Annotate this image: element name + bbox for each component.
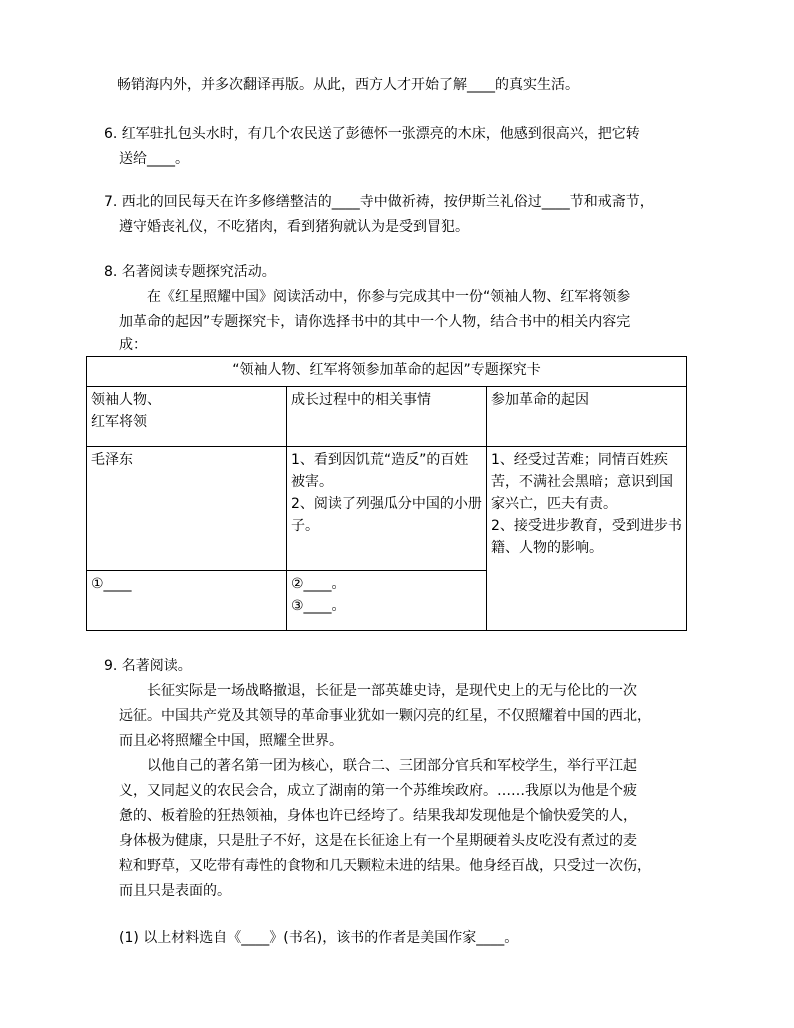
header-causes: 参加革命的起因	[487, 387, 687, 447]
question-6-line-2: 送给____。	[119, 151, 189, 167]
inquiry-card-table	[86, 356, 687, 631]
row1-person: 毛泽东	[87, 447, 287, 571]
question-9-title: 9. 名著阅读。	[104, 658, 192, 674]
q9-p1-line-1: 长征实际是一场战略撤退，长征是一部英雄史诗，是现代史上的无与伦比的一次	[147, 683, 637, 699]
question-7-line-2: 遵守婚丧礼仪，不吃猪肉，看到猪狗就认为是受到冒犯。	[119, 219, 469, 235]
top-line: 畅销海内外，并多次翻译再版。从此，西方人才开始了解____的真实生活。	[117, 77, 579, 93]
question-7-line-1: 7. 西北的回民每天在许多修缮整洁的____寺中做祈祷，按伊斯兰礼俗过____节和戒斋节，	[104, 194, 654, 210]
q9-p2-line-5: 粒和野草，又吃带有毒性的食物和几天颗粒未进的结果。他身经百战，只受过一次伤，	[119, 858, 651, 874]
question-8-intro-3: 成：	[119, 337, 147, 353]
header-events: 成长过程中的相关事情	[287, 387, 487, 447]
row1-events: 1、看到因饥荒“造反”的百姓被害。 2、阅读了列强瓜分中国的小册子。	[287, 447, 487, 571]
question-8-intro-1: 在《红星照耀中国》阅读活动中，你参与完成其中一份“领袖人物、红军将领参	[147, 289, 631, 305]
header-person: 领袖人物、 红军将领	[87, 387, 287, 447]
q9-p2-line-6: 而且只是表面的。	[119, 883, 231, 899]
question-6-line-1: 6. 红军驻扎包头水时，有几个农民送了彭德怀一张漂亮的木床，他感到很高兴，把它转	[104, 126, 640, 142]
q9-p2-line-2: 义，又同起义的农民会合，成立了湖南的第一个苏维埃政府。……我原以为他是个疲	[119, 783, 637, 799]
q9-p2-line-4: 身体极为健康，只是肚子不好，这是在长征途上有一个星期硬着头皮吃没有煮过的麦	[119, 833, 637, 849]
row1-causes: 1、经受过苦难；同情百姓疾苦，不满社会黑暗；意识到国家兴亡，匹夫有责。 2、接受进步教育，受到进步书籍、人物的影响。	[487, 447, 687, 631]
card-title: “领袖人物、红军将领参加革命的起因”专题探究卡	[87, 357, 687, 387]
q9-p2-line-1: 以他自己的著名第一团为核心，联合二、三团部分官兵和军校学生，举行平江起	[147, 758, 637, 774]
q9-p1-line-3: 而且必将照耀全中国，照耀全世界。	[119, 733, 343, 749]
question-8-intro-2: 加革命的起因”专题探究卡，请你选择书中的其中一个人物，结合书中的相关内容完	[119, 314, 631, 330]
row2-events-blanks[interactable]: ②____。 ③____。	[287, 571, 487, 631]
row2-person-blank[interactable]: ①____	[87, 571, 287, 631]
q9-p2-line-3: 惫的、板着脸的狂热领袖，身体也许已经垮了。结果我却发现他是个愉快爱笑的人，	[119, 808, 637, 824]
question-8-title: 8. 名著阅读专题探究活动。	[104, 264, 276, 280]
q9-p1-line-2: 远征。中国共产党及其领导的革命事业犹如一颗闪亮的红星，不仅照耀着中国的西北，	[119, 708, 651, 724]
q9-sub-question-1: (1) 以上材料选自《____》(书名)，该书的作者是美国作家____。	[119, 930, 519, 946]
